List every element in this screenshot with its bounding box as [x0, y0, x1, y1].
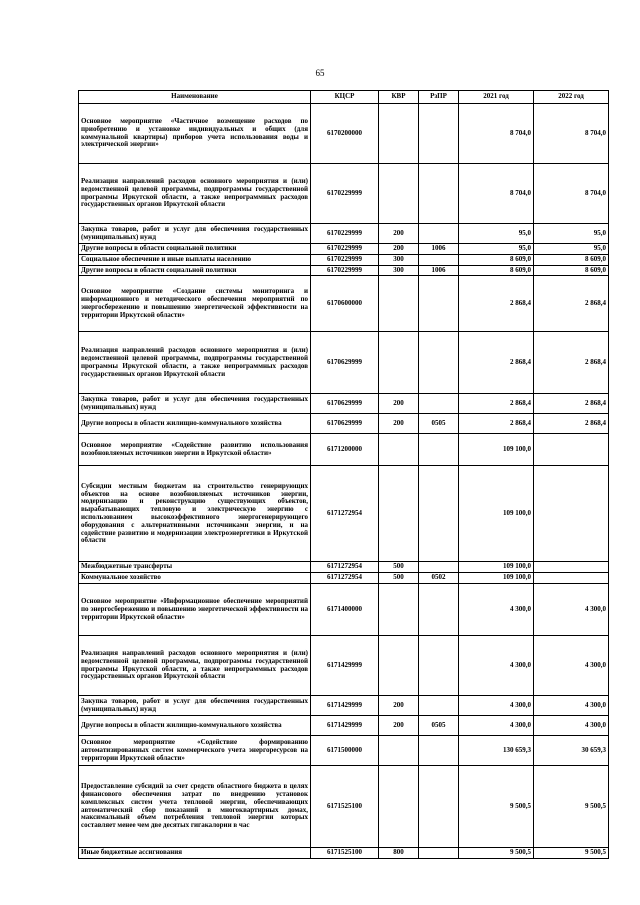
row-kvr: 200 [379, 716, 419, 736]
row-kcsr: 6170229999 [311, 164, 379, 224]
row-2021: 2 868,4 [459, 394, 534, 414]
row-kcsr: 6170229999 [311, 265, 379, 276]
row-2022: 2 868,4 [534, 332, 609, 394]
row-kvr [379, 636, 419, 696]
row-2021: 4 300,0 [459, 716, 534, 736]
row-rzpr [419, 766, 459, 848]
row-2022: 4 300,0 [534, 636, 609, 696]
row-name: Субсидии местным бюджетам на строительство генерирующих объектов на основе возобновляемых источников энергии, модернизацию и реконструкцию существующих объектов, вырабатывающих тепловую и электрическую энергию с использованием высокоэффективного энергогенерирующего оборудования с альтернативными источниками энергии, и на содействие развитию и модернизации электроэнергетики в Иркутской области [79, 466, 311, 562]
header-2021: 2021 год [459, 91, 534, 104]
row-kvr: 200 [379, 394, 419, 414]
row-2022: 8 609,0 [534, 254, 609, 265]
row-name: Другие вопросы в области жилищно-коммунального хозяйства [79, 716, 311, 736]
row-rzpr: 0502 [419, 573, 459, 584]
row-2022: 2 868,4 [534, 276, 609, 332]
row-kcsr: 6171429999 [311, 716, 379, 736]
row-rzpr [419, 104, 459, 164]
row-name: Основное мероприятие «Информационное обеспечение мероприятий по энергосбережению и повышению энергетической эффективности на территории Иркутской области» [79, 584, 311, 636]
row-name: Предоставление субсидий за счет средств областного бюджета в целях финансового обеспечения затрат по внедрению установок комплексных систем учета тепловой энергии, обеспечивающих автоматический сбор показаний в многоквартирных домах, максимальный объем потребления тепловой энергии которых составляет менее чем две десятых гигакалории в час [79, 766, 311, 848]
row-name: Реализация направлений расходов основного мероприятия и (или) ведомственной целевой программы, подпрограммы государственной программы Иркутской области, а также непрограммных расходов государственных органов Иркутской области [79, 332, 311, 394]
row-kvr: 800 [379, 848, 419, 859]
row-kvr [379, 466, 419, 562]
row-name: Основное мероприятие «Частичное возмещение расходов по приобретению и установке индивидуальных и общих (для коммунальной квартиры) приборов учета использования воды и электрической энергии» [79, 104, 311, 164]
row-2022: 4 300,0 [534, 716, 609, 736]
row-rzpr: 0505 [419, 414, 459, 434]
row-2021: 95,0 [459, 244, 534, 255]
row-rzpr [419, 254, 459, 265]
row-name: Другие вопросы в области жилищно-коммунального хозяйства [79, 414, 311, 434]
row-name: Основное мероприятие «Создание системы мониторинга и информационного и методического обеспечения мероприятий по энергосбережению и повышению энергетической эффективности на территории Иркутской области» [79, 276, 311, 332]
row-name: Иные бюджетные ассигнования [79, 848, 311, 859]
row-2022: 4 300,0 [534, 696, 609, 716]
row-name: Межбюджетные трансферты [79, 562, 311, 573]
row-kcsr: 6170229999 [311, 224, 379, 244]
row-2022: 95,0 [534, 224, 609, 244]
row-2022 [534, 434, 609, 466]
row-2022: 30 659,3 [534, 736, 609, 766]
row-kvr: 200 [379, 696, 419, 716]
row-name: Реализация направлений расходов основного мероприятия и (или) ведомственной целевой программы, подпрограммы государственной программы Иркутской области, а также непрограммных расходов государственных органов Иркутской области [79, 636, 311, 696]
row-2022: 8 704,0 [534, 164, 609, 224]
row-2021: 4 300,0 [459, 584, 534, 636]
row-name: Основное мероприятие «Содействие развитию использования возобновляемых источников энергии в Иркутской области» [79, 434, 311, 466]
row-kcsr: 6171272954 [311, 573, 379, 584]
row-2021: 9 500,5 [459, 766, 534, 848]
table-row [79, 224, 609, 244]
row-2021: 109 100,0 [459, 466, 534, 562]
row-rzpr [419, 466, 459, 562]
row-2021: 95,0 [459, 224, 534, 244]
header-kcsr: КЦСР [311, 91, 379, 104]
row-kcsr: 6170229999 [311, 244, 379, 255]
row-name: Реализация направлений расходов основного мероприятия и (или) ведомственной целевой программы, подпрограммы государственной программы Иркутской области, а также непрограммных расходов государственных органов Иркутской области [79, 164, 311, 224]
row-rzpr [419, 434, 459, 466]
row-kcsr: 6171525100 [311, 766, 379, 848]
header-kvr: КВР [379, 91, 419, 104]
row-kvr [379, 766, 419, 848]
row-2021: 8 704,0 [459, 164, 534, 224]
row-name: Закупка товаров, работ и услуг для обеспечения государственных (муниципальных) нужд [79, 394, 311, 414]
row-name: Другие вопросы в области социальной политики [79, 244, 311, 255]
row-name: Основное мероприятие «Содействие формированию автоматизированных систем коммерческого учета энергоресурсов на территории Иркутской области» [79, 736, 311, 766]
row-kcsr: 6170200000 [311, 104, 379, 164]
row-rzpr [419, 848, 459, 859]
row-2021: 4 300,0 [459, 636, 534, 696]
table-row [79, 414, 609, 434]
row-2021: 109 100,0 [459, 562, 534, 573]
table-row [79, 265, 609, 276]
row-2022: 8 704,0 [534, 104, 609, 164]
row-2022: 2 868,4 [534, 414, 609, 434]
budget-table [78, 90, 609, 859]
table-row [79, 466, 609, 562]
table-row [79, 434, 609, 466]
row-name: Другие вопросы в области социальной политики [79, 265, 311, 276]
row-kvr: 300 [379, 254, 419, 265]
table-row [79, 164, 609, 224]
row-2021: 8 609,0 [459, 265, 534, 276]
row-kvr: 500 [379, 573, 419, 584]
table-row [79, 332, 609, 394]
row-rzpr [419, 164, 459, 224]
row-2022 [534, 573, 609, 584]
header-2022: 2022 год [534, 91, 609, 104]
row-kvr [379, 164, 419, 224]
row-kvr [379, 736, 419, 766]
row-2021: 8 704,0 [459, 104, 534, 164]
row-2021: 2 868,4 [459, 332, 534, 394]
row-kcsr: 6170629999 [311, 332, 379, 394]
row-kvr: 200 [379, 414, 419, 434]
row-name: Коммунальное хозяйство [79, 573, 311, 584]
row-kcsr: 6171272954 [311, 466, 379, 562]
row-2021: 8 609,0 [459, 254, 534, 265]
row-rzpr [419, 636, 459, 696]
row-name: Закупка товаров, работ и услуг для обеспечения государственных (муниципальных) нужд [79, 224, 311, 244]
row-kcsr: 6171429999 [311, 636, 379, 696]
row-kcsr: 6171500000 [311, 736, 379, 766]
table-row [79, 244, 609, 255]
row-2022: 8 609,0 [534, 265, 609, 276]
row-2022: 4 300,0 [534, 584, 609, 636]
row-rzpr: 1006 [419, 244, 459, 255]
row-2022: 95,0 [534, 244, 609, 255]
row-kvr: 200 [379, 244, 419, 255]
row-name: Закупка товаров, работ и услуг для обеспечения государственных (муниципальных) нужд [79, 696, 311, 716]
row-rzpr: 0505 [419, 716, 459, 736]
table-row [79, 573, 609, 584]
row-kvr [379, 584, 419, 636]
row-kvr: 200 [379, 224, 419, 244]
header-name: Наименование [79, 91, 311, 104]
row-rzpr [419, 584, 459, 636]
row-2021: 4 300,0 [459, 696, 534, 716]
table-row [79, 584, 609, 636]
table-row [79, 254, 609, 265]
row-2022 [534, 466, 609, 562]
row-kvr [379, 104, 419, 164]
table-row [79, 636, 609, 696]
row-rzpr [419, 696, 459, 716]
row-rzpr [419, 332, 459, 394]
row-kcsr: 6171272954 [311, 562, 379, 573]
row-name: Социальное обеспечение и иные выплаты населению [79, 254, 311, 265]
row-kcsr: 6170629999 [311, 394, 379, 414]
row-kcsr: 6171429999 [311, 696, 379, 716]
row-2022: 9 500,5 [534, 766, 609, 848]
row-2021: 2 868,4 [459, 276, 534, 332]
row-2021: 130 659,3 [459, 736, 534, 766]
row-kcsr: 6171200000 [311, 434, 379, 466]
table-row [79, 394, 609, 414]
row-kcsr: 6170600000 [311, 276, 379, 332]
row-kcsr: 6171525100 [311, 848, 379, 859]
row-kvr: 300 [379, 265, 419, 276]
row-kcsr: 6170229999 [311, 254, 379, 265]
row-rzpr [419, 562, 459, 573]
row-2022: 2 868,4 [534, 394, 609, 414]
table-row [79, 696, 609, 716]
table-row [79, 848, 609, 859]
row-kcsr: 6170629999 [311, 414, 379, 434]
table-row [79, 562, 609, 573]
row-kcsr: 6171400000 [311, 584, 379, 636]
row-rzpr [419, 394, 459, 414]
row-2022 [534, 562, 609, 573]
row-kvr [379, 276, 419, 332]
row-kvr [379, 332, 419, 394]
page-number: 65 [315, 68, 325, 78]
row-kvr: 500 [379, 562, 419, 573]
table-row [79, 766, 609, 848]
row-rzpr [419, 224, 459, 244]
header-rzpr: РзПР [419, 91, 459, 104]
row-rzpr [419, 276, 459, 332]
table-row [79, 716, 609, 736]
row-rzpr: 1006 [419, 265, 459, 276]
row-2021: 2 868,4 [459, 414, 534, 434]
table-row [79, 736, 609, 766]
row-2021: 9 500,5 [459, 848, 534, 859]
table-header-row [79, 91, 609, 104]
table-row [79, 104, 609, 164]
row-kvr [379, 434, 419, 466]
table-row [79, 276, 609, 332]
row-2022: 9 500,5 [534, 848, 609, 859]
row-2021: 109 100,0 [459, 573, 534, 584]
row-rzpr [419, 736, 459, 766]
row-2021: 109 100,0 [459, 434, 534, 466]
